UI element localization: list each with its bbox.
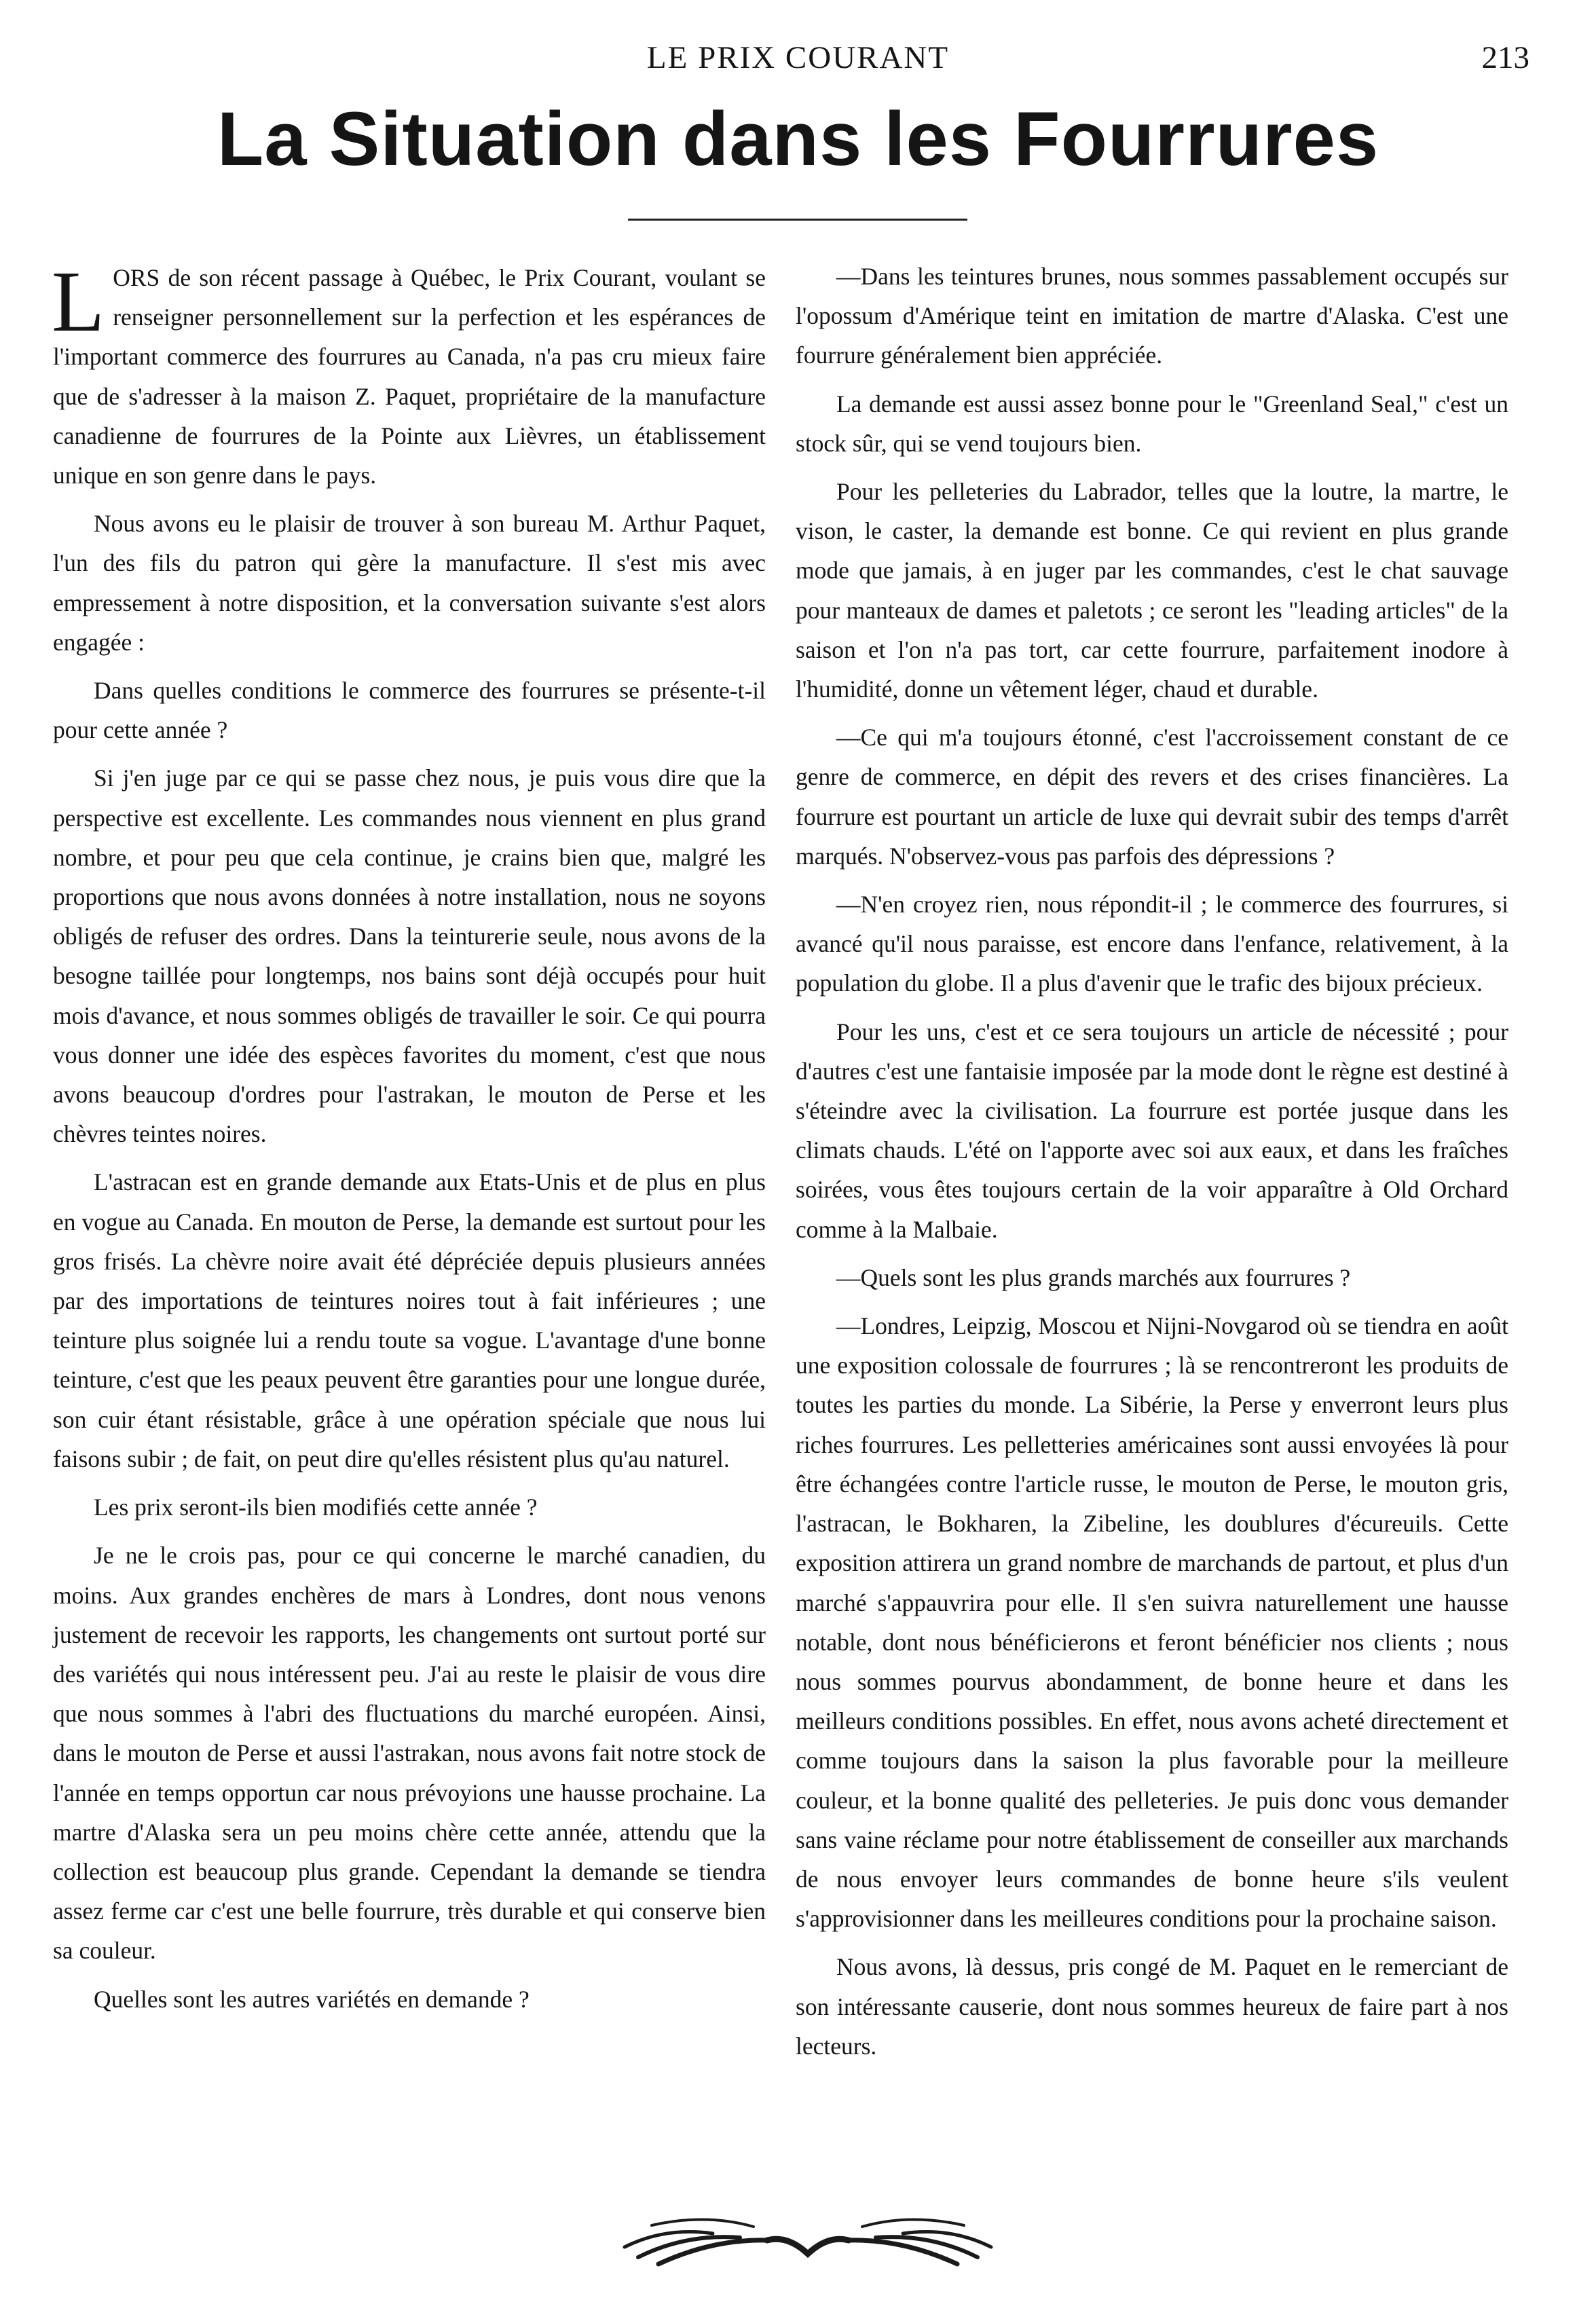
article-title: La Situation dans les Fourrures — [217, 96, 1379, 181]
page-number: 213 — [1481, 40, 1529, 75]
article-paragraph: —N'en croyez rien, nous répondit-il ; le commerce des fourrures, si avancé qu'il nous paraisse, est encore dans l'enfance, relativement, à la population du globe. Il a plus d'avenir que le trafic des bijoux précieux. — [796, 891, 1508, 997]
left-column — [52, 253, 766, 2028]
running-header — [0, 39, 1596, 80]
interview-question: —Quels sont les plus grands marchés aux fourrures ? — [836, 1263, 1351, 1291]
article-paragraph: —Dans les teintures brunes, nous sommes passablement occupés sur l'opossum d'Amérique teint en imitation de martre d'Alaska. C'est une fourrure généralement bien appréciée. — [796, 263, 1508, 369]
running-title: LE PRIX COURANT — [646, 40, 950, 75]
article-paragraph: —Ce qui m'a toujours étonné, c'est l'accroissement constant de ce genre de commerce, en dépit des revers et des crises financières. La fourrure est pourtant un article de luxe qui devrait subir des temps d'arrêt marqués. N'observez-vous pas parfois des dépressions ? — [796, 724, 1508, 870]
drop-cap: L — [52, 253, 105, 350]
article-paragraph: —Londres, Leipzig, Moscou et Nijni-Novgarod où se tiendra en août une exposition colossale de fourrures ; là se rencontreront les produits de toutes les parties du monde. La Sibérie, la Perse y enverront leurs plus riches fourrures. Les pelletteries américaines sont aussi envoyées là pour être échangées contre l'article russe, le mouton de Perse, le mouton gris, l'astracan, le Bokharen, la Zibeline, les doublures d'écureuils. Cette exposition attirera un grand nombre de marchands de partout, et plus d'un marché s'appauvrira pour elle. Il s'en suivra naturellement une hausse notable, dont nous bénéficierons et feront bénéficier nos clients ; nous nous sommes pourvus abondamment, de bonne heure et dans les meilleurs conditions possibles. En effet, nous avons acheté directement et comme toujours dans la saison la plus favorable pour la meilleure couleur, et la bonne qualité des pelleteries. Je puis donc vous demander sans vaine réclame pour notre établissement de conseiller aux marchands de nous envoyer leurs commandes de bonne heure s'ils veulent s'approvisionner dans les meilleures conditions pour la prochaine saison. — [796, 1312, 1508, 1933]
article-paragraph: Pour les pelleteries du Labrador, telles que la loutre, la martre, le vison, le caster, la demande est bonne. Ce qui revient en plus grande mode que jamais, à en juger par les commandes, c'est le chat sauvage pour manteaux de dames et paletots ; ce seront les "leading articles" de la saison et l'on n'a pas tort, car cette fourrure, parfaitement inodore à l'humidité, donne un vêtement léger, chaud et durable. — [796, 478, 1508, 703]
interview-question: Quelles sont les autres variétés en demande ? — [94, 1985, 530, 2013]
article-paragraph: L'astracan est en grande demande aux Etats-Unis et de plus en plus en vogue au Canada. En mouton de Perse, la demande est surtout pour les gros frisés. La chèvre noire avait été dépréciée depuis plusieurs années par des importations de teintures noires tout à fait inférieures ; une teinture plus soignée lui a rendu toute sa vogue. L'avantage d'une bonne teinture, c'est que les peaux peuvent être garanties pour une longue durée, son cuir étant résistable, grâce à une opération spéciale que nous lui faisons subir ; de fait, on peut dire qu'elles résistent plus qu'au naturel. — [53, 1168, 766, 1472]
interview-question: Les prix seront-ils bien modifiés cette année ? — [94, 1494, 538, 1521]
article-paragraph: Pour les uns, c'est et ce sera toujours un article de nécessité ; pour d'autres c'est une fantaisie imposée par la mode dont le règne est destiné à s'éteindre avec la civilisation. La fourrure est portée jusque dans les climats chauds. L'été on l'apporte avec soi aux eaux, et dans les fraîches soirées, vous êtes toujours certain de la voir apparaître à Old Orchard comme à la Malbaie. — [796, 1018, 1508, 1243]
ornamental-flourish-icon — [611, 2206, 1005, 2267]
article-paragraph: Nous avons eu le plaisir de trouver à son bureau M. Arthur Paquet, l'un des fils du patron qui gère la manufacture. Il s'est mis avec empressement à notre disposition, et la conversation suivante s'est alors engagée : — [53, 510, 766, 656]
article-paragraph: Je ne le crois pas, pour ce qui concerne le marché canadien, du moins. Aux grandes enchères de mars à Londres, dont nous venons justement de recevoir les rapports, les changements ont surtout porté sur des variétés qui nous intéressent peu. J'ai au reste le plaisir de vous dire que nous sommes à l'abri des fluctuations du marché européen. Ainsi, dans le mouton de Perse et aussi l'astrakan, nous avons fait notre stock de l'année en temps opportun car nous prévoyions une hausse prochaine. La martre d'Alaska sera un peu moins chère cette année, attendu que la collection est beaucoup plus grande. Cependant la demande se tiendra assez ferme car c'est une belle fourrure, très durable et qui conserve bien sa couleur. — [53, 1542, 766, 1965]
article-paragraph — [52, 253, 766, 495]
article-paragraph: Si j'en juge par ce qui se passe chez nous, je puis vous dire que la perspective est excellente. Les commandes nous viennent en plus grand nombre, et pour peu que cela continue, je crains bien que, malgré les proportions que nous avons données à notre installation, nous ne soyons obligés de refuser des ordres. Dans la teinturerie seule, nous avons de la besogne taillée pour longtemps, nos bains sont déjà occupés pour huit mois d'avance, et nous sommes obligés de travailler le soir. Ce qui pourra vous donner une idée des espèces favorites du moment, c'est que nous avons beaucoup d'ordres pour l'astrakan, le mouton de Perse et les chèvres teintes noires. — [53, 764, 766, 1148]
paragraph-text: ORS de son récent passage à Québec, le Prix Courant, voulant se renseigner personnellement sur la perfection et les espérances de l'important commerce des fourrures au Canada, n'a pas cru mieux faire que de s'adresser à la maison Z. Paquet, propriétaire de la manufacture canadienne de fourrures de la Pointe aux Lièvres, un établissement unique en son genre dans le pays. — [53, 264, 766, 489]
article-paragraph: La demande est aussi assez bonne pour le "Greenland Seal," c'est un stock sûr, qui se vend toujours bien. — [796, 390, 1508, 457]
title-rule — [628, 219, 967, 221]
right-column — [796, 257, 1508, 2075]
interview-question: Dans quelles conditions le commerce des fourrures se présente-t-il pour cette année ? — [53, 677, 766, 744]
article-paragraph: Nous avons, là dessus, pris congé de M. Paquet en le remerciant de son intéressante causerie, dont nous sommes heureux de faire part à nos lecteurs. — [796, 1953, 1508, 2060]
